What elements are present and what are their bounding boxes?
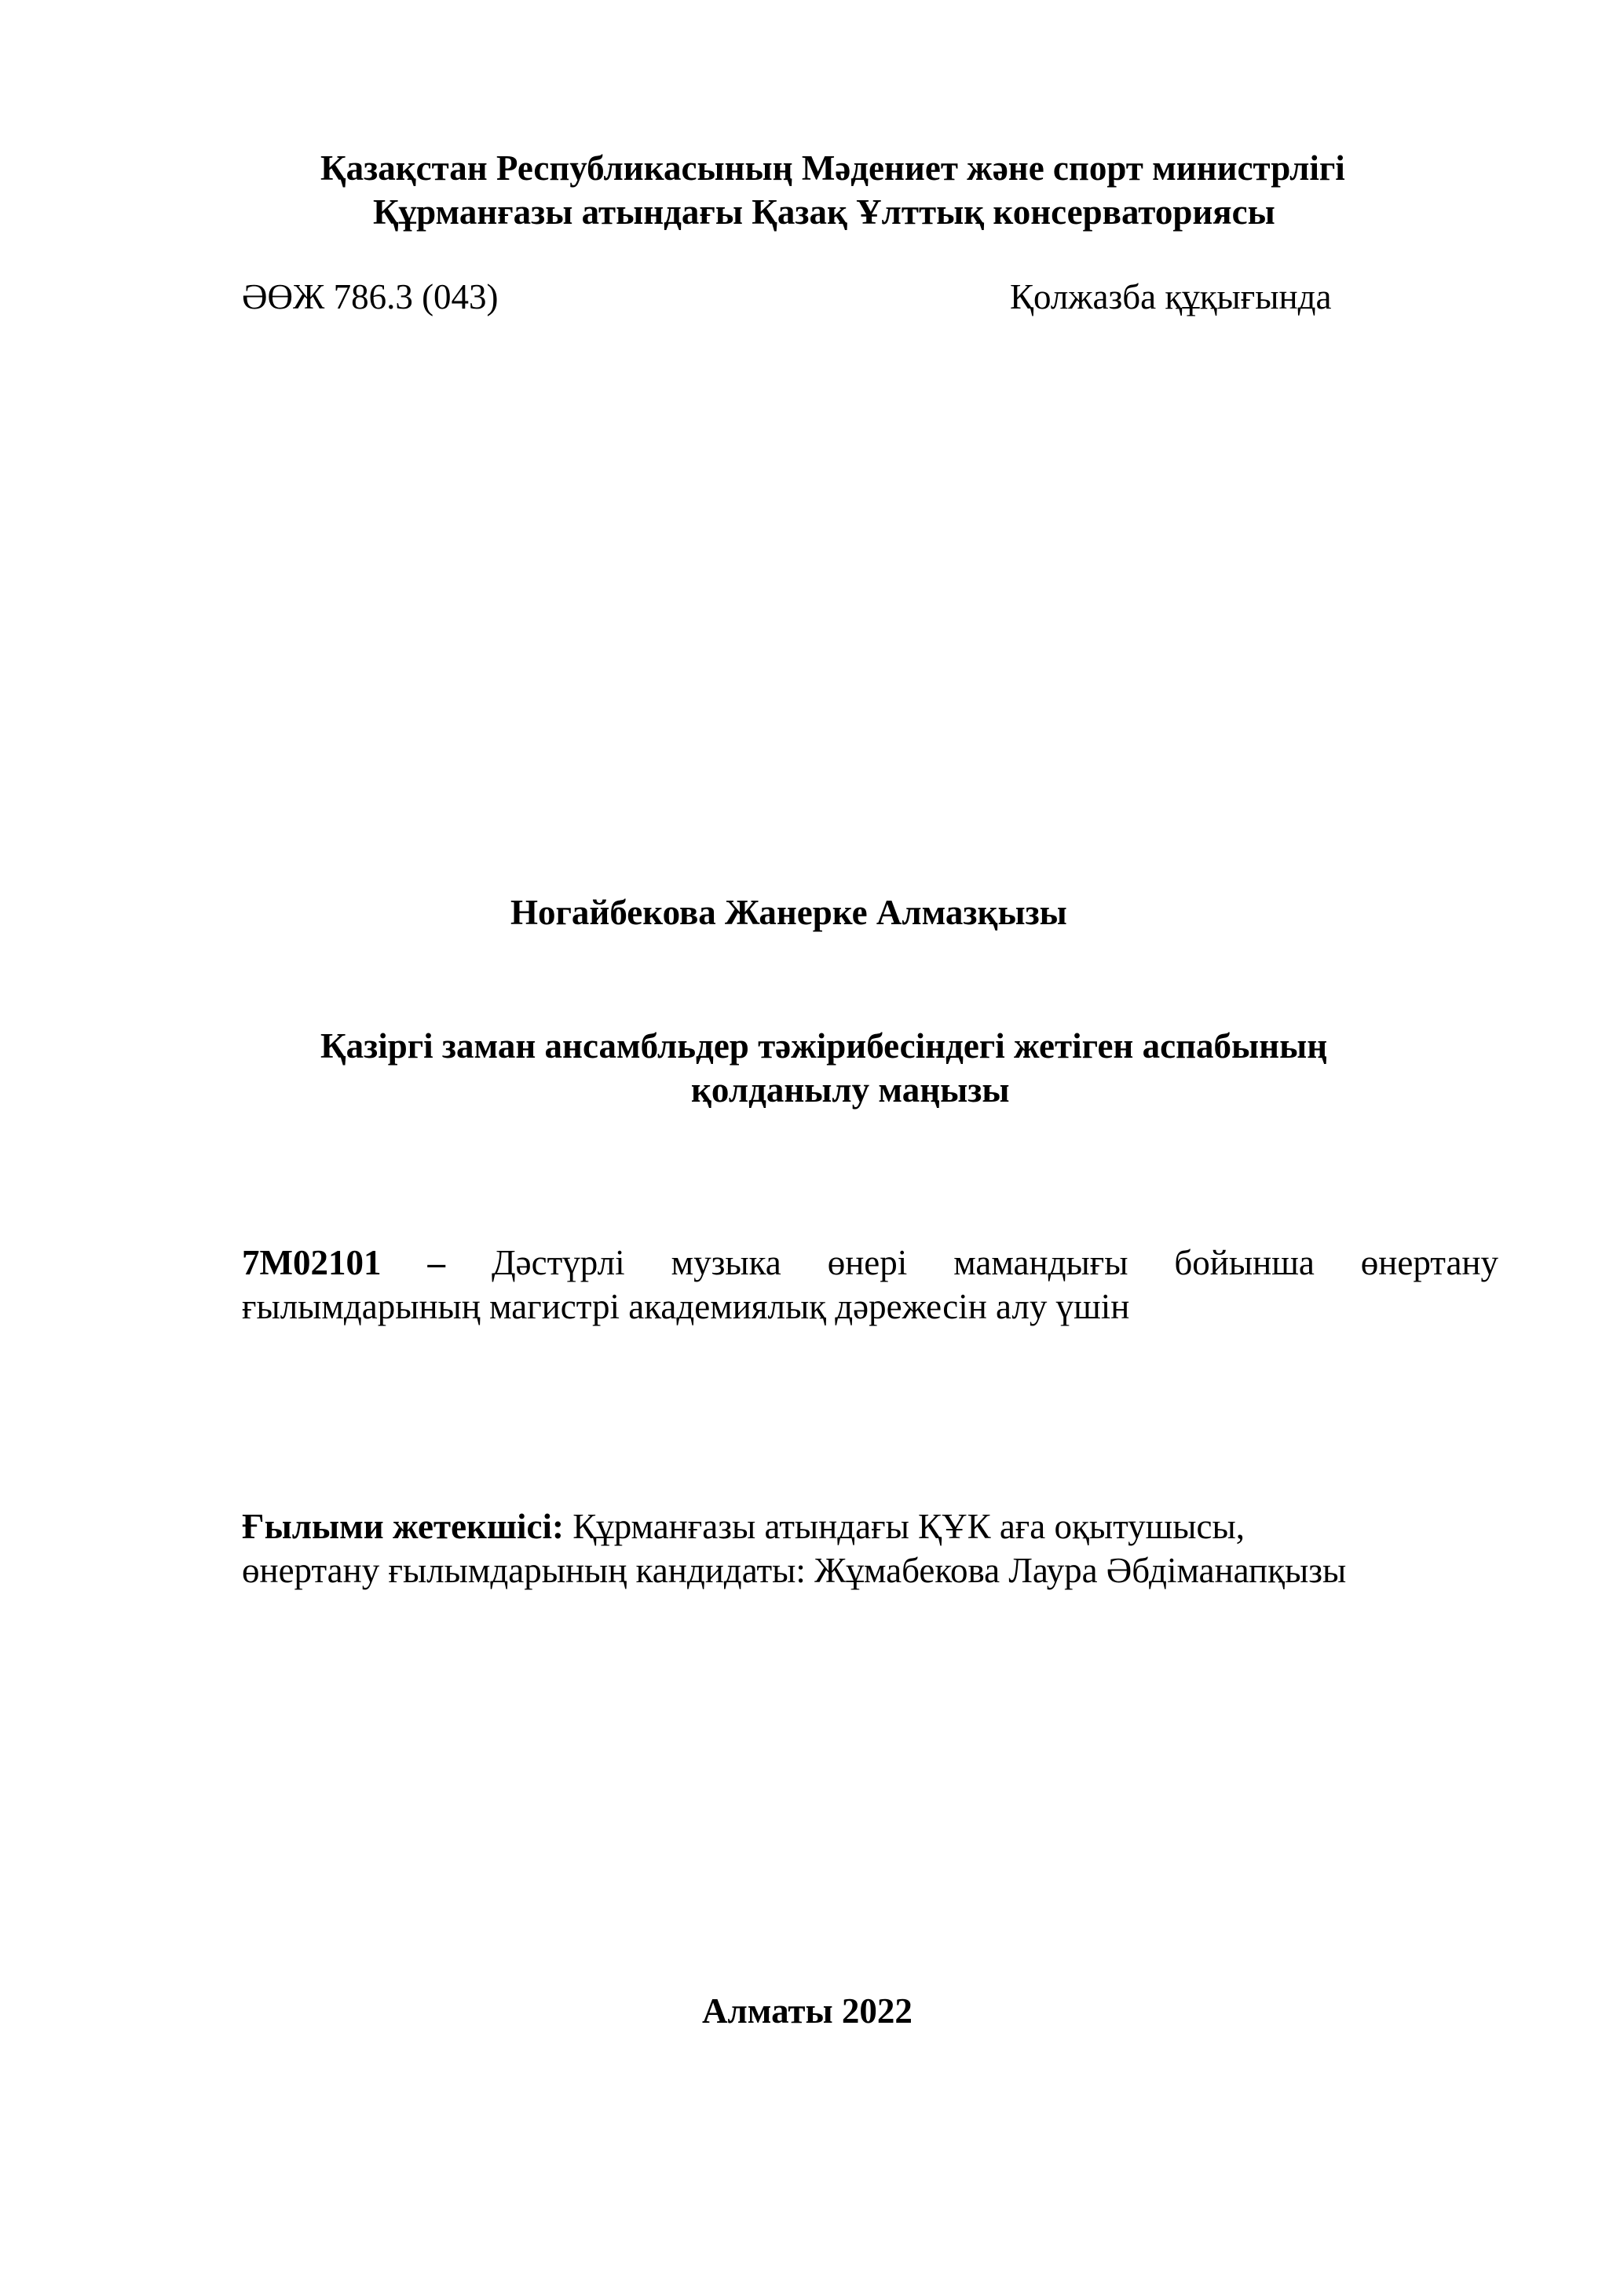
thesis-title-line-2: қолданылу маңызы (691, 1070, 1010, 1110)
degree-line-2: ғылымдарының магистрі академиялық дәрежесін алу үшін (242, 1287, 1130, 1326)
institution-heading: Құрманғазы атындағы Қазақ Ұлттық консерваториясы (373, 192, 1275, 232)
ministry-heading: Қазақстан Республикасының Мәдениет және спорт министрлігі (320, 148, 1345, 188)
thesis-title-line-1: Қазіргі заман ансамбльдер тәжірибесіндегі жетіген аспабының (320, 1026, 1328, 1066)
supervisor-position: Құрманғазы атындағы ҚҰК аға оқытушысы, (572, 1507, 1245, 1546)
degree-line-1 (242, 1242, 1498, 1283)
specialty-dash: – (427, 1243, 445, 1282)
supervisor-line-1 (242, 1506, 1245, 1547)
supervisor-line-2: өнертану ғылымдарының кандидаты: Жұмабекова Лаура Әбдіманапқызы (242, 1551, 1347, 1590)
author-name: Ногайбекова Жанерке Алмазқызы (510, 893, 1067, 932)
specialty-code: 7М02101 (242, 1243, 382, 1282)
supervisor-label: Ғылыми жетекшісі: (242, 1507, 564, 1546)
manuscript-rights: Қолжазба құқығында (1010, 277, 1332, 316)
udc-code: ӘӨЖ 786.3 (043) (242, 277, 499, 316)
degree-line-1-text: Дәстүрлі музыка өнері мамандығы бойынша өнертану (491, 1243, 1499, 1282)
city-year: Алматы 2022 (702, 1991, 913, 2031)
